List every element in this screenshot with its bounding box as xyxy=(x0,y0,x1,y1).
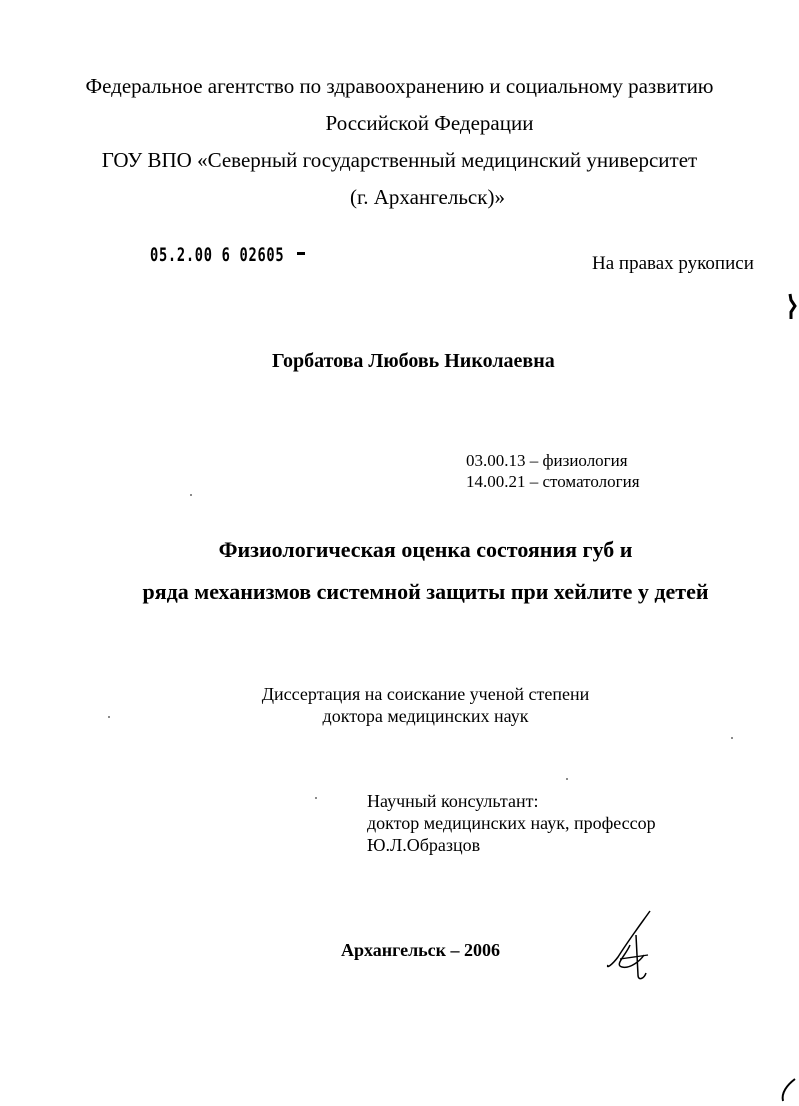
manuscript-rights: На правах рукописи xyxy=(592,253,754,274)
specialty-1: 03.00.13 – физиология xyxy=(466,451,628,470)
organization-line-2: Российской Федерации xyxy=(325,111,534,135)
scan-speck xyxy=(190,494,192,496)
scan-speck xyxy=(566,778,568,780)
scan-speck xyxy=(315,797,317,799)
organization-line-1: Федеральное агентство по здравоохранению и социальному развитию xyxy=(85,74,714,98)
place-and-year: Архангельск – 2006 xyxy=(341,940,501,960)
signature-icon xyxy=(600,905,660,985)
consultant-name: Ю.Л.Образцов xyxy=(367,835,481,855)
dissertation-title-line-1: Физиологическая оценка состояния губ и xyxy=(218,537,633,562)
organization-line-3: ГОУ ВПО «Северный государственный медицинский университет xyxy=(101,148,698,172)
registry-stamp: 05.2.00 6 02605 xyxy=(150,244,285,266)
thesis-degree-line-2: доктора медицинских наук xyxy=(322,706,529,726)
thesis-degree-line-1: Диссертация на соискание ученой степени xyxy=(261,684,590,704)
stamp-dash xyxy=(297,252,305,255)
corner-mark-icon xyxy=(775,1075,799,1106)
margin-mark-icon xyxy=(786,292,798,322)
author-name: Горбатова Любовь Николаевна xyxy=(272,350,555,372)
consultant-label: Научный консультант: xyxy=(367,791,539,811)
organization-line-4: (г. Архангельск)» xyxy=(350,185,505,209)
specialty-2: 14.00.21 – стоматология xyxy=(466,472,640,491)
scan-speck xyxy=(108,716,110,718)
dissertation-title-line-2: ряда механизмов системной защиты при хейлите у детей xyxy=(142,579,709,604)
scan-speck xyxy=(731,737,733,739)
consultant-degree: доктор медицинских наук, профессор xyxy=(367,813,656,833)
